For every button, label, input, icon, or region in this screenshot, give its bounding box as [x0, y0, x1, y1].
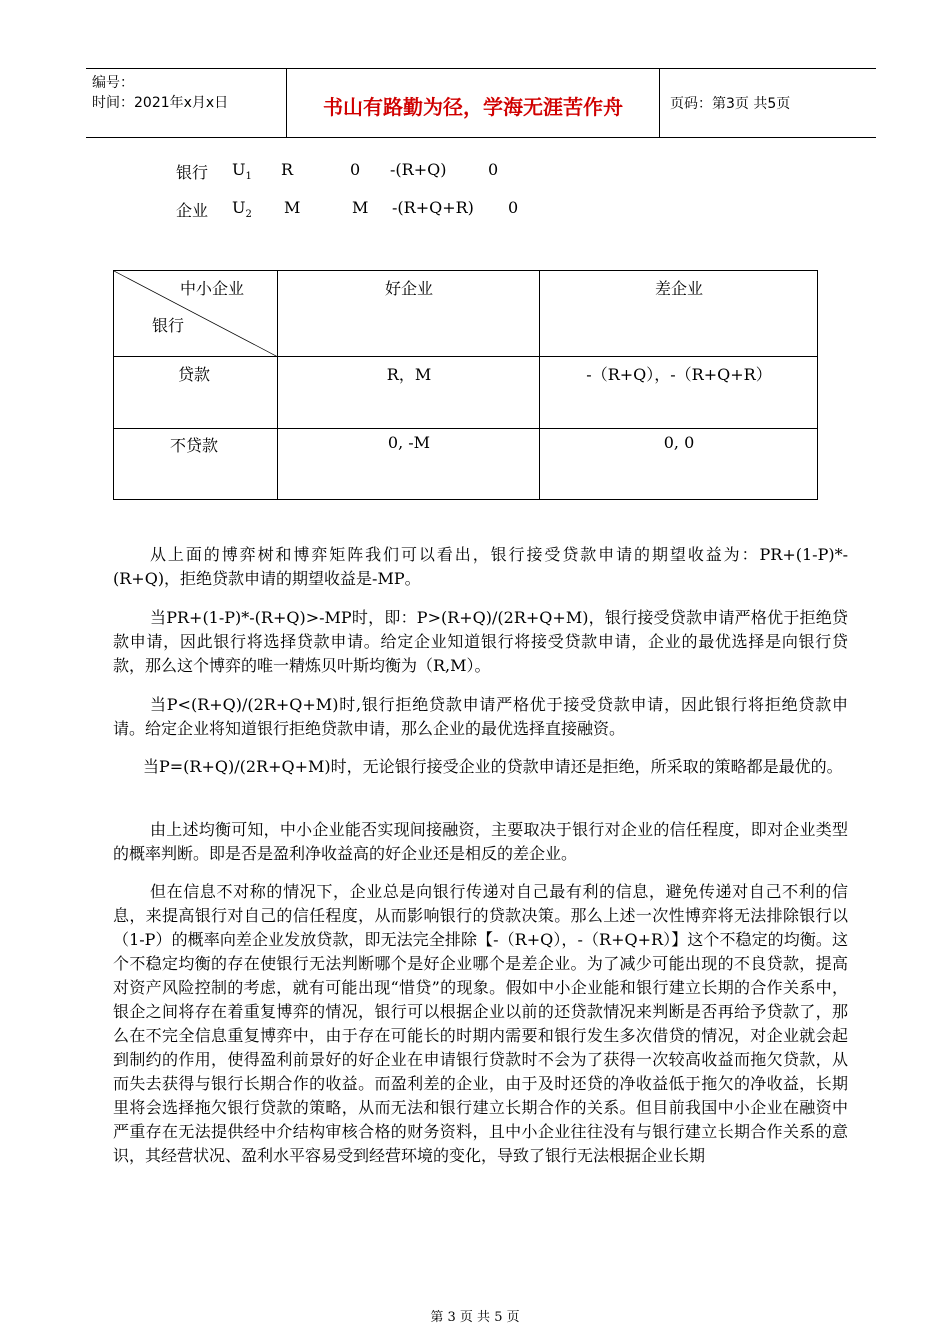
matrix-col-bad: 差企业	[654, 279, 703, 298]
matrix-corner-firm: 中小企业	[180, 279, 245, 298]
header-motto: 书山有路勤为径，学海无涯苦作舟	[323, 95, 623, 119]
matrix-vline	[277, 271, 278, 499]
body-paragraph: 当PR+(1-P)*-(R+Q)>-MP时，即：P>(R+Q)/(2R+Q+M)，银行接受贷款申请严格优于拒绝贷款申请，因此银行将选择贷款申请。给定企业知道银行将接受贷款申请，企业的最优选择是向银行贷款，那么这个博弈的唯一精炼贝叶斯均衡为（R,M）。	[113, 608, 848, 675]
page-footer: 第 3 页 共 5 页	[430, 1310, 520, 1325]
payoff-value: M	[352, 198, 369, 217]
body-paragraph: 当P=(R+Q)/(2R+Q+M)时，无论银行接受企业的贷款申请还是拒绝，所采取的策略都是最优的。	[143, 757, 843, 776]
payoff-symbol: $U_2$	[232, 198, 252, 221]
header-meta	[92, 73, 228, 113]
payoff-symbol: $U_1$	[232, 160, 252, 183]
payoff-value: 0	[350, 160, 361, 179]
matrix-cell: -（R+Q），-（R+Q+R）	[586, 365, 772, 384]
payoff-value: -(R+Q+R)	[392, 198, 474, 217]
payoff-player: 企业	[176, 201, 209, 220]
game-matrix	[113, 270, 818, 500]
body-paragraph: 由上述均衡可知，中小企业能否实现间接融资，主要取决于银行对企业的信任程度，即对企业类型的概率判断。即是否是盈利净收益高的好企业还是相反的差企业。	[113, 820, 848, 863]
matrix-vline	[539, 271, 540, 499]
payoff-player: 银行	[176, 163, 209, 182]
matrix-corner-bank: 银行	[152, 316, 185, 335]
payoff-value: M	[284, 198, 301, 217]
payoff-value: 0	[508, 198, 519, 217]
header-divider	[659, 69, 660, 137]
payoff-value: R	[281, 160, 294, 179]
matrix-hline	[114, 356, 817, 357]
matrix-row-loan: 贷款	[178, 365, 211, 384]
time-label: 时间：2021年x月x日	[92, 95, 229, 111]
matrix-cell: 0, 0	[663, 433, 695, 452]
matrix-cell: 0, -M	[387, 433, 431, 452]
matrix-cell: R，M	[386, 365, 432, 384]
body-paragraph: 当P<(R+Q)/(2R+Q+M)时,银行拒绝贷款申请严格优于接受贷款申请，因此银行将拒绝贷款申请。给定企业将知道银行拒绝贷款申请，那么企业的最优选择直接融资。	[113, 695, 848, 738]
number-label: 编号：	[92, 75, 134, 91]
body-paragraph: 从上面的博弈树和博弈矩阵我们可以看出，银行接受贷款申请的期望收益为：PR+(1-P)*-(R+Q)，拒绝贷款申请的期望收益是-MP。	[113, 545, 848, 588]
payoff-value: -(R+Q)	[390, 160, 447, 179]
matrix-col-good: 好企业	[384, 279, 433, 298]
payoff-value: 0	[488, 160, 499, 179]
matrix-hline	[114, 428, 817, 429]
page-header	[86, 68, 876, 138]
matrix-row-noloan: 不贷款	[170, 436, 219, 455]
header-page-info: 页码：第3页 共5页	[670, 96, 791, 112]
body-paragraph: 但在信息不对称的情况下，企业总是向银行传递对自己最有利的信息，避免传递对自己不利的信息，来提高银行对自己的信任程度，从而影响银行的贷款决策。那么上述一次性博弈将无法排除银行以（1-P）的概率向差企业发放贷款，即无法完全排除【-（R+Q），-（R+Q+R）】这个不稳定的均衡。这个不稳定均衡的存在使银行无法判断哪个是好企业哪个是差企业。为了减少可能出现的不良贷款，提高对资产风险控制的考虑，就有可能出现“惜贷”的现象。假如中小企业能和银行建立长期的合作关系中，银企之间将存在着重复博弈的情况，银行可以根据企业以前的还贷款情况来判断是否再给予贷款了，那么在不完全信息重复博弈中，由于存在可能长的时期内需要和银行发生多次借贷的情况，对企业就会起到制约的作用，使得盈利前景好的好企业在申请银行贷款时不会为了获得一次较高收益而拖欠贷款，从而失去获得与银行长期合作的收益。而盈利差的企业，由于及时还贷的净收益低于拖欠的净收益，长期里将会选择拖欠银行贷款的策略，从而无法和银行建立长期合作的关系。但目前我国中小企业在融资中严重存在无法提供经中介结构审核合格的财务资料，且中小企业往往没有与银行建立长期合作关系的意识，其经营状况、盈利水平容易受到经营环境的变化，导致了银行无法根据企业长期	[113, 882, 848, 1165]
